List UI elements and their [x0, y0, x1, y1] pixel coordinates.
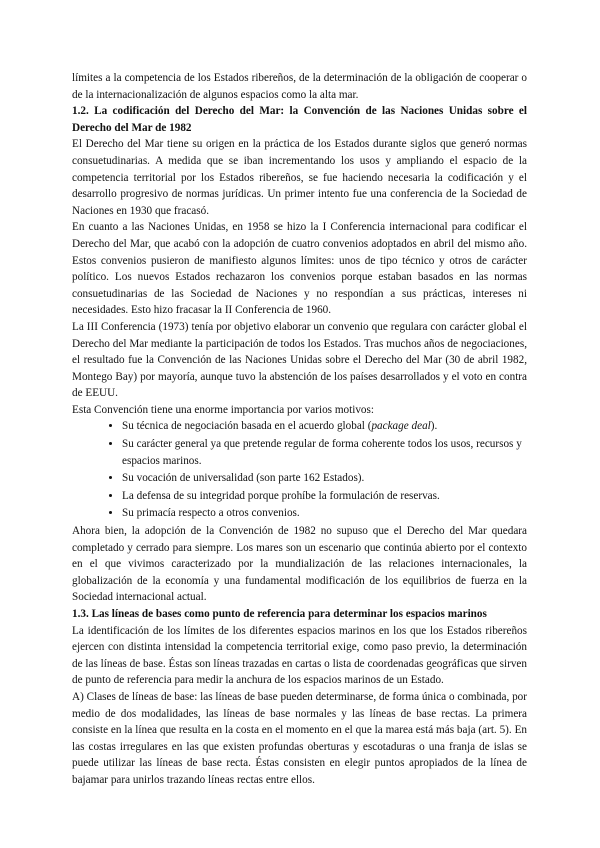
paragraph-open-scenario: Ahora bien, la adopción de la Convención de 1982 no supuso que el Derecho del Mar quedara completado y cerrado para siempre. Los mares son un escenario que continúa abierto por el contexto en el que vivimos caracterizado por la mundialización de las relaciones internacionales, la globalización de la economía y una fundamental modificación de los equilibrios de fuerza en la Sociedad internacional actual. [72, 525, 527, 604]
paragraph-origin: El Derecho del Mar tiene su origen en la práctica de los Estados durante siglos que generó normas consuetudinarias. A medida que se iban incrementando los usos y ampliando el espacio de la competencia territorial por los Estados ribereños, se fue haciendo necesaria la codificación y el desarrollo progresivo de normas jurídicas. Un primer intento fue una conferencia de la Sociedad de Naciones en 1930 que fracasó. [72, 138, 527, 217]
section-heading-1-3: 1.3. Las líneas de bases como punto de referencia para determinar los espacios marinos [72, 608, 487, 620]
importance-list [72, 418, 527, 522]
paragraph-continuation: límites a la competencia de los Estados ribereños, de la determinación de la obligación de cooperar o de la internacionalización de algunos espacios como la alta mar. [72, 72, 527, 101]
list-item: • Su técnica de negociación basada en el acuerdo global (package deal). [122, 418, 527, 435]
paragraph-baseline-types: A) Clases de líneas de base: las líneas de base pueden determinarse, de forma única o combinada, por medio de dos modalidades, las líneas de base normales y las líneas de base rectas. La primera consiste en la línea que resulta en la costa en el momento en el que la marea está más baja (art. 5). En las costas irregulares en las que existen profundas oberturas y escotaduras o una franja de islas se puede utilizar las líneas de base recta. Éstas consisten en elegir puntos apropiados de la línea de bajamar para unirlos trazando líneas rectas entre ellos. [72, 690, 527, 786]
paragraph-importance-intro: Esta Convención tiene una enorme importancia por varios motivos: [72, 403, 374, 416]
paragraph-un-1958: En cuanto a las Naciones Unidas, en 1958 se hizo la I Conferencia internacional para codificar el Derecho del Mar, que acabó con la adopción de cuatro convenios adoptados en abril del mismo año. Estos convenios pusieron de manifiesto algunos límites: unos de tipo técnico y otros de carácter político. Los nuevos Estados rechazaron los convenios porque estaban basados en las normas consuetudinarias de las Sociedad de Naciones y no respondían a sus prácticas, intereses ni necesidades. Esto hizo fracasar la II Conferencia de 1960. [72, 221, 527, 317]
paragraph-iii-conference: La III Conferencia (1973) tenía por objetivo elaborar un convenio que regulara con carácter global el Derecho del Mar mediante la participación de todos los Estados. Tras muchos años de negociaciones, el resultado fue la Convención de las Naciones Unidas sobre el Derecho del Mar (30 de abril 1982, Montego Bay) por mayoría, aunque tuvo la abstención de los países desarrollados y el voto en contra de EEUU. [72, 320, 527, 400]
document-page [72, 70, 527, 789]
list-item: • La defensa de su integridad porque prohíbe la formulación de reservas. [122, 488, 527, 505]
section-heading-1-2: 1.2. La codificación del Derecho del Mar: la Convención de las Naciones Unidas sobre el Derecho del Mar de 1982 [72, 105, 527, 134]
paragraph-baselines: La identificación de los límites de los diferentes espacios marinos en los que los Estados ribereños ejercen con distinta intensidad la competencia territorial exige, como paso previo, la determinación de las líneas de base. Éstas son líneas trazadas en cartas o lista de coordenadas geográficas que sirven de punto de referencia para medir la anchura de los espacios marinos de un Estado. [72, 624, 527, 687]
list-item: • Su primacía respecto a otros convenios. [122, 505, 527, 522]
list-item: • Su carácter general ya que pretende regular de forma coherente todos los usos, recursos y espacios marinos. [122, 436, 527, 469]
package-deal-term: package deal [371, 420, 431, 433]
list-item: • Su vocación de universalidad (son parte 162 Estados). [122, 470, 527, 487]
